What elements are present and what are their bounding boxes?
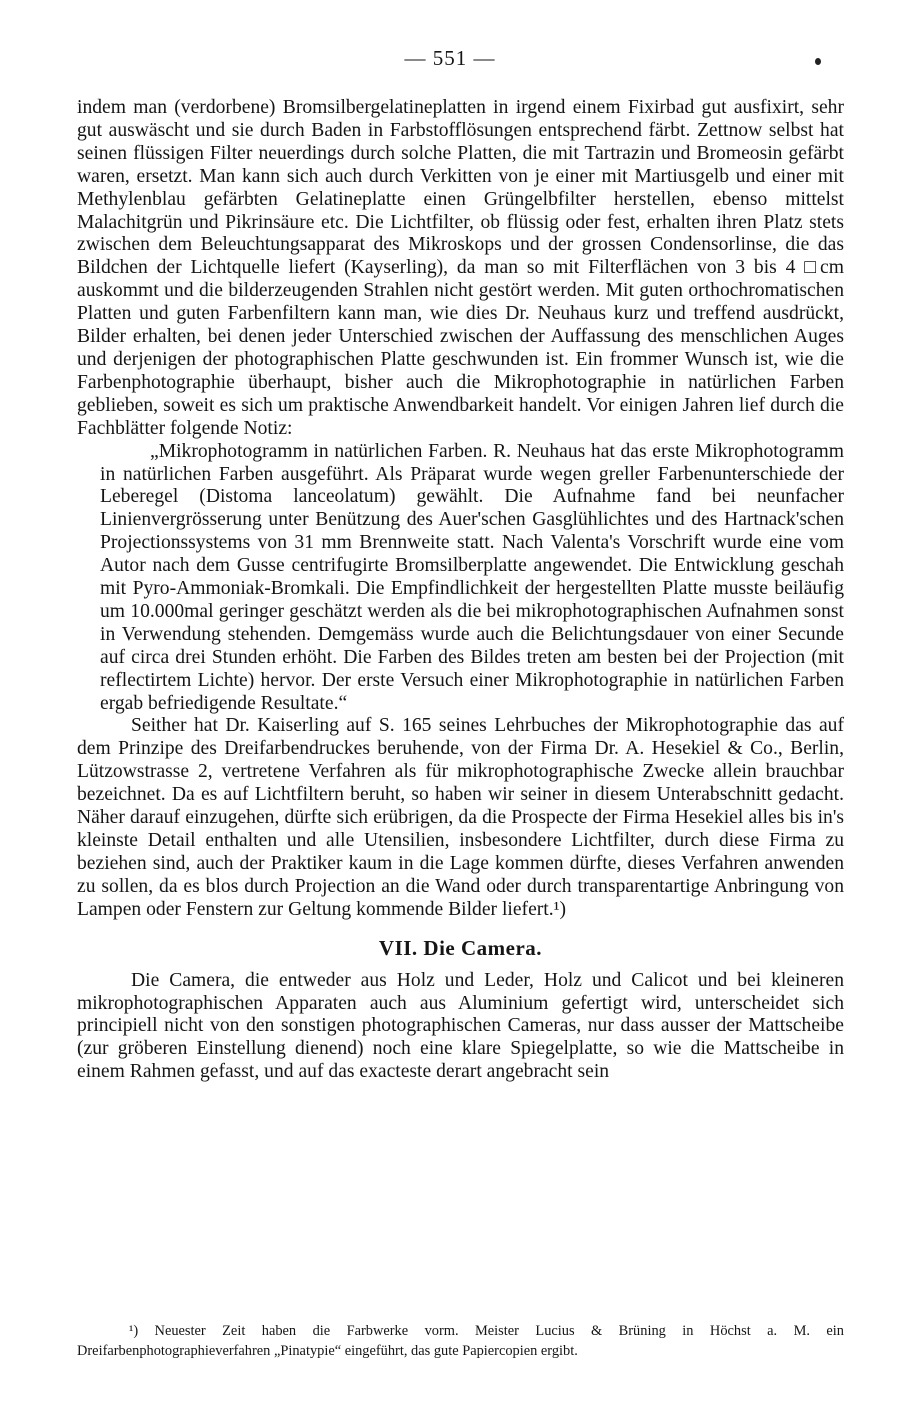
footnote-text: ¹) Neuester Zeit haben die Farbwerke vorm. Meister Lucius & Brüning in Höchst a. M. ein Dreifarbenphotographieverfahren „Pinatypie“ eingeführt, das gute Papiercopien ergibt. — [77, 1323, 844, 1359]
paragraph-kaiserling: Seither hat Dr. Kaiserling auf S. 165 seines Lehrbuches der Mikrophotographie das auf dem Prinzipe des Dreifarbendruckes beruhende, von der Firma Dr. A. Hesekiel & Co., Berlin, Lützowstrasse 2, vertretene Verfahren als für mikrophotographische Zwecke allein brauchbar bezeichnet. Da es auf Lichtfiltern beruht, so haben wir seiner in diesem Unterabschnitt gedacht. Näher darauf einzugehen, dürfte sich erübrigen, da die Prospecte der Firma Hesekiel alles bis in's kleinste Detail enthalten und alle Utensilien, insbesondere Lichtfilter, durch diese Firma zu beziehen sind, auch der Praktiker kaum in die Lage kommen dürfte, dieses Verfahren anwenden zu sollen, da es blos durch Projection an die Wand oder durch transparentartige Anbringung von Lampen oder Fenstern zur Geltung kommende Bilder liefert.¹) — [77, 715, 844, 920]
section-heading: VII. Die Camera. — [378, 935, 543, 960]
ink-speck — [815, 58, 821, 65]
paragraph-filters: indem man (verdorbene) Bromsilbergelatineplatten in irgend einem Fixirbad gut ausfixirt, sehr gut auswäscht und sie durch Baden in Farbstofflösungen entsprechend färbt. Zettnow selbst hat seinen flüssigen Filter neuerdings durch solche Platten, die mit Tartrazin und Bromeosin gefärbt waren, ersetzt. Man kann sich auch durch Verkitten von je einer mit Martiusgelb und einer mit Methylenblau gefärbten Gelatineplatte einen Grüngelbfilter herstellen, ebenso mittelst Malachitgrün und Pikrinsäure etc. Die Lichtfilter, ob flüssig oder fest, erhalten ihren Platz stets zwischen dem Beleuchtungsapparat des Mikroskops und der grossen Condensorlinse, die das Bildchen der Lichtquelle liefert (Kayserling), da man so mit Filterflächen von 3 bis 4 □cm auskommt und die bilderzeugenden Strahlen nicht gestört werden. Mit guten orthochromatischen Platten und guten Farbenfiltern kann man, wie dies Dr. Neuhaus kurz und treffend ausdrückt, Bilder erhalten, bei denen jeder Unterschied zwischen der Auffassung des menschlichen Auges und derjenigen der photographischen Platte geschwunden ist. Ein frommer Wunsch ist, wie die Farbenphotographie überhaupt, bisher auch die Mikrophotographie in natürlichen Farben geblieben, soweit es sich um praktische Anwendbarkeit handelt. Vor einigen Jahren lief durch die Fachblätter folgende Notiz: — [77, 97, 844, 439]
quotation-block — [100, 441, 844, 716]
paragraph-camera: Die Camera, die entweder aus Holz und Leder, Holz und Calicot und bei kleineren mikrophotographischen Apparaten auch aus Aluminium gefertigt wird, unterscheidet sich principiell nicht von den sonstigen photographischen Cameras, nur dass ausser der Mattscheibe (zur gröberen Einstellung dienend) noch eine klare Spiegelplatte, so wie die Mattscheibe in einem Rahmen gefasst, und auf das exacteste derart angebracht sein — [77, 969, 844, 1083]
quote-paragraph: „Mikrophotogramm in natürlichen Farben. R. Neuhaus hat das erste Mikrophotogramm in natürlichen Farben ausgeführt. Als Präparat wurde wegen greller Farbenunterschiede der Leberegel (Distoma lanceolatum) gewählt. Die Aufnahme fand bei neunfacher Linienvergrösserung unter Benützung des Auer'schen Gasglühlichtes und des Hartnack'schen Projectionssystems von 31 mm Brennweite statt. Nach Valenta's Vorschrift wurde eine vom Autor nach dem Gusse centrifugirte Bromsilberplatte angewendet. Die Entwicklung geschah mit Pyro-Ammoniak-Bromkali. Die Empfindlichkeit der hergestellten Platte musste beiläufig um 10.000mal geringer geschätzt werden als die bei mikrophotographischen Aufnahmen sonst in Verwendung stehenden. Demgemäss wurde auch die Belichtungsdauer von einer Secunde auf circa drei Stunden erhöht. Die Farben des Bildes treten am besten bei der Projection (mit reflectirtem Lichte) hervor. Der erste Versuch einer Mikrophotographie in natürlichen Farben ergab befriedigende Resultate.“ — [100, 440, 844, 714]
page-number: — 551 — — [404, 46, 496, 70]
footnote — [77, 1322, 844, 1361]
main-text — [77, 97, 844, 1084]
